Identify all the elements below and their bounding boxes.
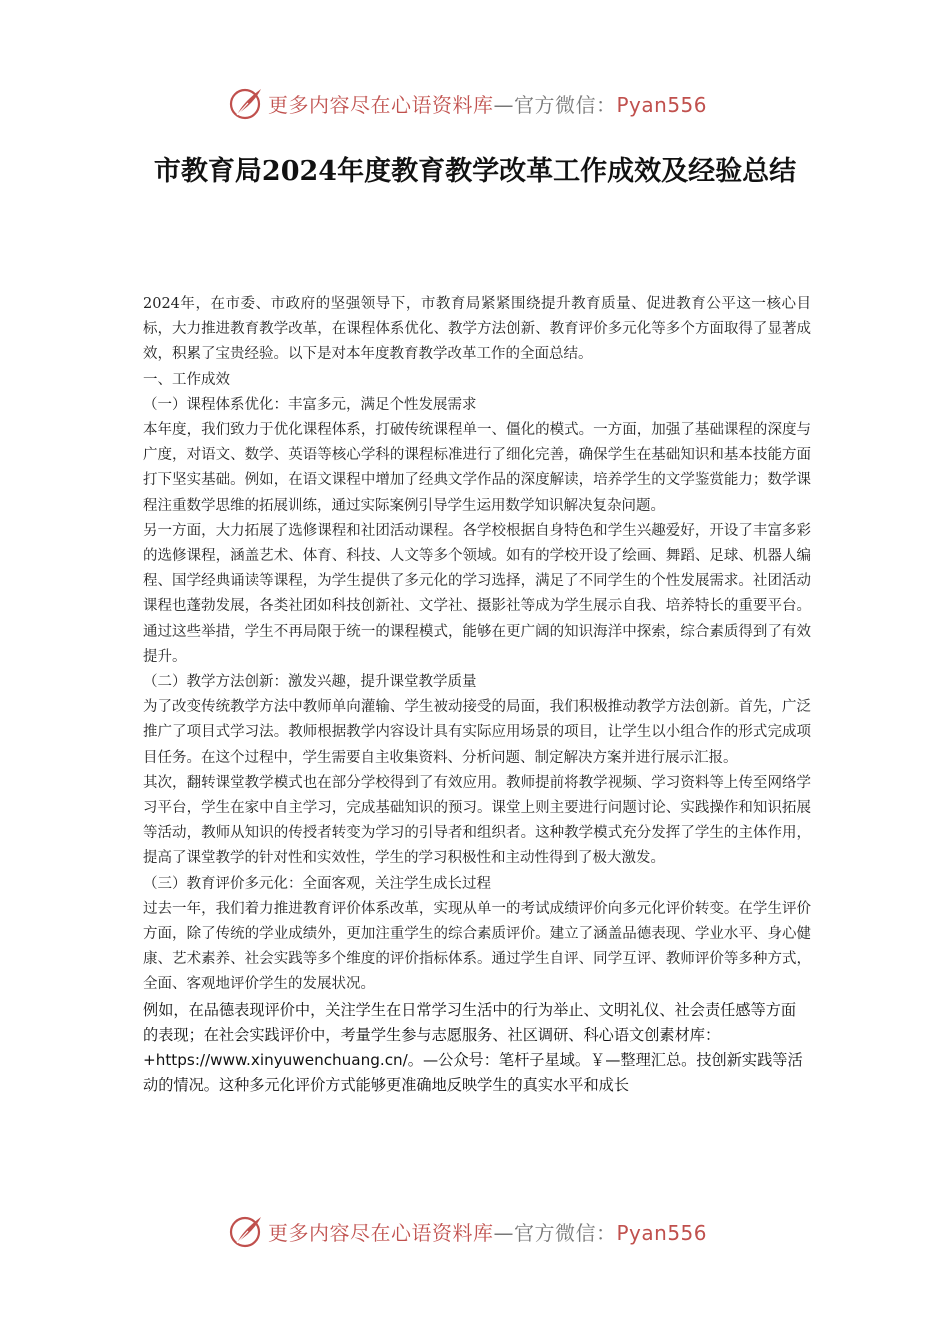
banner-text — [268, 1217, 707, 1246]
banner-label: 官方微信： — [514, 92, 617, 117]
header-banner — [228, 83, 707, 123]
body-paragraph: 本年度，我们致力于优化课程体系，打破传统课程单一、僵化的模式。一方面，加强了基础课程的深度与广度，对语文、数学、英语等核心学科的课程标准进行了细化完善，确保学生在基础知识和基本技能方面打下坚实基础。例如，在语文课程中增加了经典文学作品的深度解读，培养学生的文学鉴赏能力；数学课程注重数学思维的拓展训练，通过实际案例引导学生运用数学知识解决复杂问题。 — [143, 422, 811, 514]
banner-separator: — — [493, 1220, 514, 1245]
subsection-heading-2: （二）教学方法创新：激发兴趣，提升课堂教学质量 — [143, 674, 477, 691]
banner-separator: — — [493, 92, 514, 117]
body-paragraph: 其次，翻转课堂教学模式也在部分学校得到了有效应用。教师提前将教学视频、学习资料等上传至网络学习平台，学生在家中自主学习，完成基础知识的预习。课堂上则主要进行问题讨论、实践操作和知识拓展等活动，教师从知识的传授者转变为学习的引导者和组织者。这种教学模式充分发挥了学生的主体作用，提高了课堂教学的针对性和实效性，学生的学习积极性和主动性得到了极大激发。 — [143, 774, 811, 867]
quill-logo-icon — [228, 1213, 264, 1249]
body-paragraph: 另一方面，大力拓展了选修课程和社团活动课程。各学校根据自身特色和学生兴趣爱好，开设了丰富多彩的选修课程，涵盖艺术、体育、科技、人文等多个领域。如有的学校开设了绘画、舞蹈、足球、机器人编程、国学经典诵读等课程，为学生提供了多元化的学习选择，满足了不同学生的个性发展需求。社团活动课程也蓬勃发展，各类社团如科技创新社、文学社、摄影社等成为学生展示自我、培养特长的重要平台。通过这些举措，学生不再局限于统一的课程模式，能够在更广阔的知识海洋中探索，综合素质得到了有效提升。 — [143, 522, 811, 665]
document-body — [143, 292, 811, 1098]
quill-logo-icon — [228, 85, 264, 121]
banner-wechat-id: Pyan556 — [616, 1220, 708, 1245]
subsection-heading-3: （三）教育评价多元化：全面客观，关注学生成长过程 — [143, 875, 491, 892]
banner-wechat-id: Pyan556 — [616, 92, 708, 117]
section-heading: 一、工作成效 — [143, 371, 230, 388]
footer-banner — [228, 1211, 707, 1251]
banner-brand: 更多内容尽在心语资料库 — [268, 1220, 494, 1245]
subsection-heading-1: （一）课程体系优化：丰富多元，满足个性发展需求 — [143, 396, 477, 413]
banner-text — [268, 89, 707, 118]
banner-brand: 更多内容尽在心语资料库 — [268, 92, 494, 117]
body-paragraph: 为了改变传统教学方法中教师单向灌输、学生被动接受的局面，我们积极推动教学方法创新。首先，广泛推广了项目式学习法。教师根据教学内容设计具有实际应用场景的项目，让学生以小组合作的形式完成项目任务。在这个过程中，学生需要自主收集资料、分析问题、制定解决方案并进行展示汇报。 — [143, 699, 811, 766]
banner-label: 官方微信： — [514, 1220, 617, 1245]
body-paragraph: 过去一年，我们着力推进教育评价体系改革，实现从单一的考试成绩评价向多元化评价转变。在学生评价方面，除了传统的学业成绩外，更加注重学生的综合素质评价。建立了涵盖品德表现、学业水平、身心健康、艺术素养、社会实践等多个维度的评价指标体系。通过学生自评、同学互评、教师评价等多种方式，全面、客观地评价学生的发展状况。 — [143, 900, 811, 993]
body-paragraph-watermarked: 例如，在品德表现评价中，关注学生在日常学习生活中的行为举止、文明礼仪、社会责任感等方面的表现；在社会实践评价中，考量学生参与志愿服务、社区调研、科心语文创素材库：+https://www.xinyuwenchuang.cn/。—公众号：笔杆子星域。￥—整理汇总。技创新实践等活动的情况。这种多元化评价方式能够更准确地反映学生的真实水平和成长 — [143, 1000, 803, 1094]
intro-paragraph: 2024年，在市委、市政府的坚强领导下，市教育局紧紧围绕提升教育质量、促进教育公平这一核心目标，大力推进教育教学改革，在课程体系优化、教学方法创新、教育评价多元化等多个方面取得了显著成效，积累了宝贵经验。以下是对本年度教育教学改革工作的全面总结。 — [143, 296, 811, 363]
document-title: 市教育局2024年度教育教学改革工作成效及经验总结 — [153, 156, 797, 187]
